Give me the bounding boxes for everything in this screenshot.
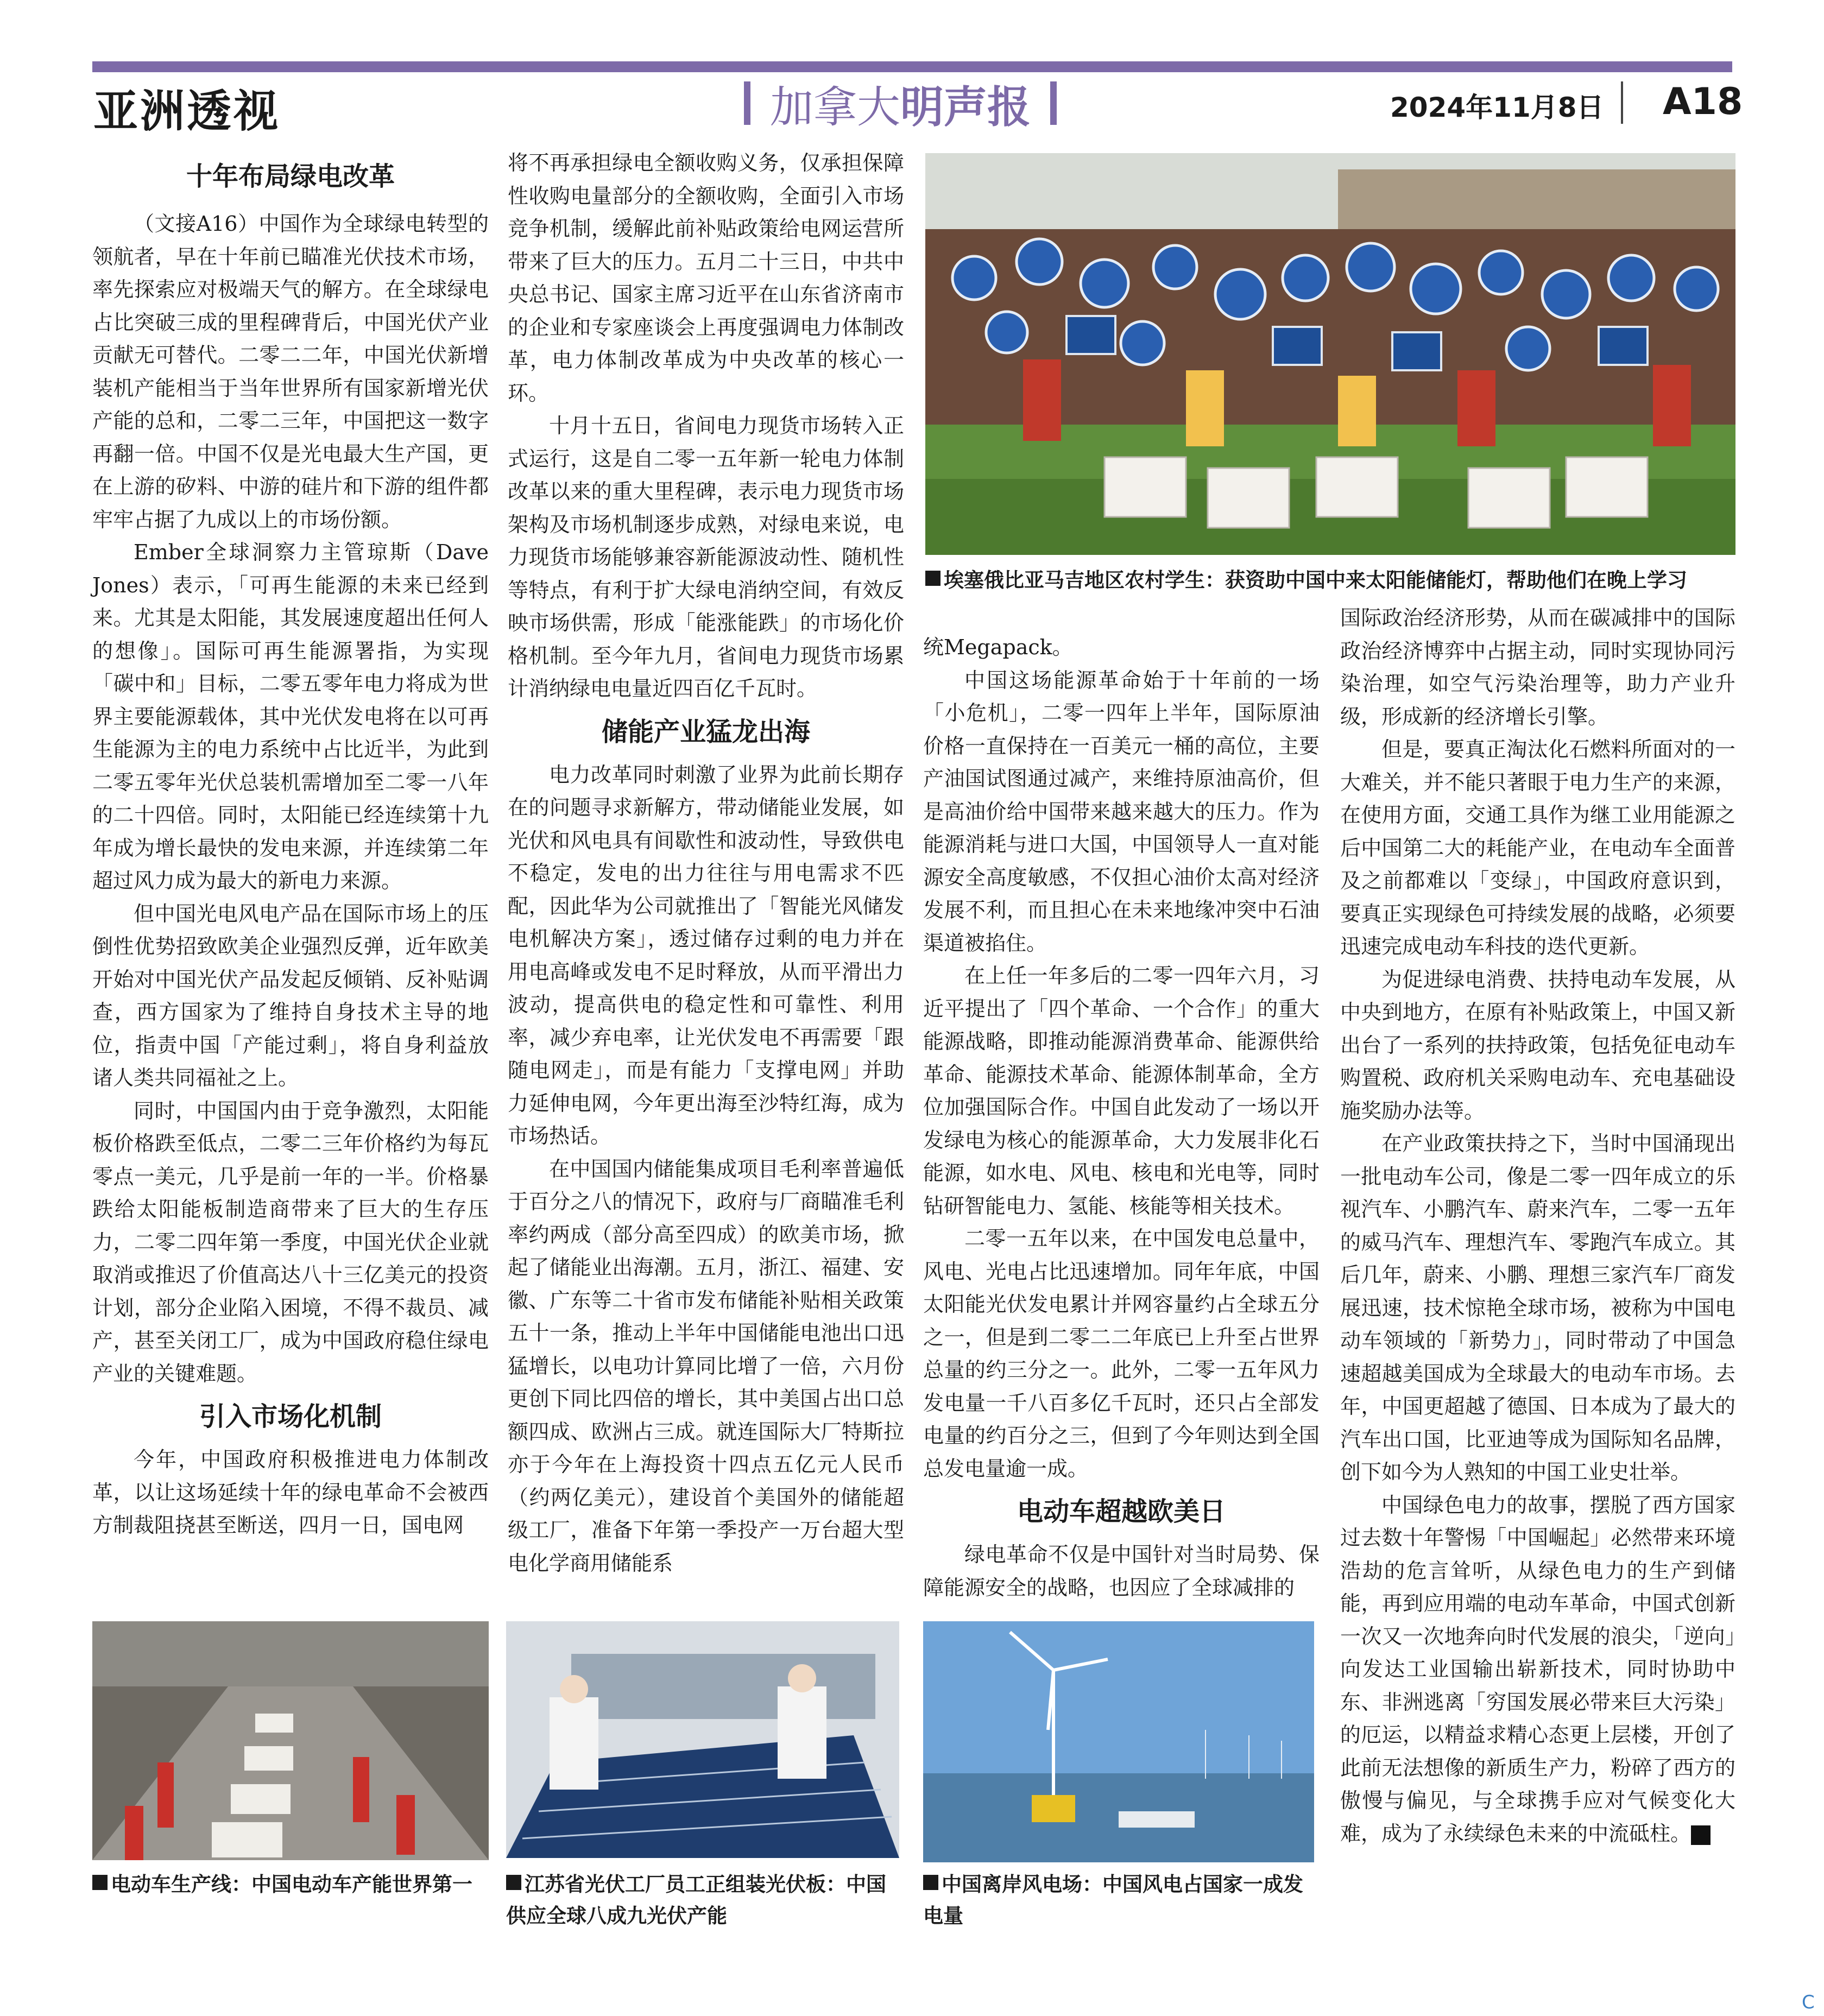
paragraph: 统Megapack。 (923, 635, 1073, 659)
caption-solar-panel-assembly: 江苏省光伏工厂员工正组装光伏板：中国供应全球八成九光伏产能 (506, 1873, 886, 1927)
subheading-market-mechanism: 引入市场化机制 (199, 1401, 382, 1432)
paragraph: 二零一五年以来，在中国发电总量中，风电、光电占比迅速增加。同年年底，中国太阳能光伏发电累计并网容量约占全球五分之一，但是到二零二二年底已上升至占世界总量的约三分之一。此外，二零一五年风力发电量一千八百多亿千瓦时，还只占全部发电量的约百分之三，但到了今年则达到全国总发电量逾一成。 (923, 1227, 1320, 1481)
caption-square-icon (92, 1875, 108, 1890)
paragraph: 电力改革同时刺激了业界为此前长期存在的问题寻求新解方，带动储能业发展，如光伏和风电具有间歇性和波动性，导致供电不稳定，发电的出力往往与用电需求不匹配，因此华为公司就推出了「智能光风储发电机解决方案」，透过储存过剩的电力并在用电高峰或发电不足时释放，从而平滑出力波动，提高供电的稳定性和可靠性、利用率，减少弃电率，让光伏发电不再需要「跟随电网走」，而是有能力「支撑电网」并助力延伸电网，今年更出海至沙特红海，成为市场热话。 (508, 762, 904, 1148)
paragraph: 在上任一年多后的二零一四年六月，习近平提出了「四个革命、一个合作」的重大能源战略，即推动能源消费革命、能源供给革命、能源技术革命、能源体制革命，全方位加强国际合作。中国自此发动了一场以开发绿电为核心的能源革命，大力发展非化石能源，如水电、风电、核电和光电等，同时钻研智能电力、氢能、核能等相关技术。 (923, 964, 1320, 1218)
caption-ethiopia-students: 埃塞俄比亚马吉地区农村学生：获资助中国中来太阳能储能灯，帮助他们在晚上学习 (925, 565, 1740, 596)
header-top-rule (92, 61, 1732, 72)
masthead-right-bar (1050, 81, 1057, 125)
section-title: 亚洲透视 (93, 85, 281, 137)
photo-ev-production-line (92, 1621, 489, 1860)
paragraph: 国际政治经济形势，从而在碳减排中的国际政治经济博弈中占据主动，同时实现协同污染治理，如空气污染治理等，助力产业升级，形成新的经济增长引擎。 (1340, 606, 1735, 729)
paragraph: 将不再承担绿电全额收购义务，仅承担保障性收购电量部分的全额收购，全面引入市场竞争机制，缓解此前补贴政策给电网运营所带来了巨大的压力。五月二十三日，中共中央总书记、国家主席习近平在山东省济南市的企业和专家座谈会上再度强调电力体制改革，电力体制改革成为中央改革的核心一环。 (508, 151, 904, 405)
paragraph: 中国绿色电力的故事，摆脱了西方国家过去数十年警惕「中国崛起」必然带来环境浩劫的危言耸听，从绿色电力的生产到储能，再到应用端的电动车革命，中国式创新一次又一次地奔向时代发展的浪尖，「逆向」向发达工业国输出崭新技术，同时协助中东、非洲逃离「穷国发展必带来巨大污染」的厄运，以精益求精心态更上层楼，开创了此前无法想像的新质生产力，粉碎了西方的傲慢与偏见，与全球携手应对气候变化大难，成为了永续绿色未来的中流砥柱。 (1340, 1493, 1735, 1846)
article-column-2 (508, 147, 904, 1579)
article-column-1 (92, 157, 489, 1542)
photo-ethiopia-students (925, 153, 1735, 555)
paragraph: 十月十五日，省间电力现货市场转入正式运行，这是自二零一五年新一轮电力体制改革以来的重大里程碑，表示电力现货市场架构及市场机制逐步成熟，对绿电来说，电力现货市场能够兼容新能源波动性、随机性等特点，有利于扩大绿电消纳空间，有效反映市场供需，形成「能涨能跌」的市场化价格机制。至今年九月，省间电力现货市场累计消纳绿电电量近四百亿千瓦时。 (508, 414, 904, 700)
masthead-brand: 加拿大明声报 (770, 81, 1031, 132)
end-of-article-mark (1691, 1825, 1711, 1845)
paragraph: 同时，中国国内由于竞争激烈，太阳能板价格跌至低点，二零二三年价格约为每瓦零点一美元，几乎是前一年的一半。价格暴跌给太阳能板制造商带来了巨大的生存压力，二零二四年第一季度，中国光伏企业就取消或推迟了价值高达八十三亿美元的投资计划，部分企业陷入困境，不得不裁员、减产，甚至关闭工厂，成为中国政府稳住绿电产业的关键难题。 (92, 1098, 489, 1386)
photo-offshore-wind-farm (923, 1621, 1314, 1862)
caption-square-icon (506, 1875, 521, 1890)
caption-offshore-wind-farm: 中国离岸风电场：中国风电占国家一成发电量 (923, 1873, 1303, 1927)
corner-mark: C (1802, 1992, 1815, 2013)
subheading-green-power-reform: 十年布局绿电改革 (186, 161, 395, 192)
article-column-3 (923, 631, 1320, 1604)
paragraph: 中国这场能源革命始于十年前的一场「小危机」，二零一四年上半年，国际原油价格一直保持在一百美元一桶的高位，主要产油国试图通过减产，来维持原油高价，但是高油价给中国带来越来越大的压力。作为能源消耗与进口大国，中国领导人一直对能源安全高度敏感，不仅担心油价太高对经济发展不利，而且担心在未来地缘冲突中石油渠道被掐住。 (923, 668, 1320, 955)
masthead-left-bar (744, 81, 750, 125)
header-divider (1621, 81, 1623, 124)
article-column-4 (1340, 602, 1735, 1850)
subheading-ev-surpass: 电动车超越欧美日 (1017, 1496, 1226, 1527)
paragraph: Ember全球洞察力主管琼斯（Dave Jones）表示，「可再生能源的未来已经到来。尤其是太阳能，其发展速度超出任何人的想像」。国际可再生能源署指，为实现「碳中和」目标，二零五零年电力将成为世界主要能源载体，其中光伏发电将在以可再生能源为主的电力系统中占比近半，为此到二零五零年光伏总装机需增加至二零一八年的二十四倍。同时，太阳能已经连续第十九年成为增长最快的发电来源，并连续第二年超过风力成为最大的新电力来源。 (92, 540, 489, 893)
paragraph: 在产业政策扶持之下，当时中国涌现出一批电动车公司，像是二零一四年成立的乐视汽车、小鹏汽车、蔚来汽车，二零一五年的威马汽车、理想汽车、零跑汽车成立。其后几年，蔚来、小鹏、理想三家汽车厂商发展迅速，技术惊艳全球市场，被称为中国电动车领域的「新势力」，同时带动了中国急速超越美国成为全球最大的电动车市场。去年，中国更超越了德国、日本成为了最大的汽车出口国，比亚迪等成为国际知名品牌，创下如今为人熟知的中国工业史壮举。 (1340, 1132, 1735, 1484)
subheading-energy-storage: 储能产业猛龙出海 (601, 716, 810, 747)
issue-date: 2024年11月8日 (1390, 92, 1604, 123)
photo-solar-panel-assembly (506, 1621, 899, 1858)
caption-ev-production-line: 电动车生产线：中国电动车产能世界第一 (92, 1869, 491, 1900)
paragraph: 为促进绿电消费、扶持电动车发展，从中央到地方，在原有补贴政策上，中国又新出台了一系列的扶持政策，包括免征电动车购置税、政府机关采购电动车、充电基础设施奖励办法等。 (1340, 967, 1735, 1123)
masthead (744, 77, 1057, 132)
paragraph: 在中国国内储能集成项目毛利率普遍低于百分之八的情况下，政府与厂商瞄准毛利率约两成（部分高至四成）的欧美市场，掀起了储能业出海潮。五月，浙江、福建、安徽、广东等二十省市发布储能补贴相关政策五十一条，推动上半年中国储能电池出口迅猛增长，以电功计算同比增了一倍，六月份更创下同比四倍的增长，其中美国占出口总额四成、欧洲占三成。就连国际大厂特斯拉亦于今年在上海投资十四点五亿元人民币（约两亿美元），建设首个美国外的储能超级工厂，准备下年第一季投产一万台超大型电化学商用储能系 (508, 1156, 904, 1575)
caption-square-icon (925, 571, 941, 586)
page-number: A18 (1663, 80, 1743, 123)
paragraph: 但中国光电风电产品在国际市场上的压倒性优势招致欧美企业强烈反弹，近年欧美开始对中国光伏产品发起反倾销、反补贴调查，西方国家为了维持自身技术主导的地位，指责中国「产能过剩」，将自身利益放诸人类共同福祉之上。 (92, 901, 489, 1090)
paragraph: 今年，中国政府积极推进电力体制改革，以让这场延续十年的绿电革命不会被西方制裁阻挠甚至断送，四月一日，国电网 (92, 1448, 489, 1537)
paragraph: 绿电革命不仅是中国针对当时局势、保障能源安全的战略，也因应了全球减排的 (923, 1543, 1320, 1600)
paragraph: 但是，要真正淘汰化石燃料所面对的一大难关，并不能只著眼于电力生产的来源，在使用方面，交通工具作为继工业用能源之后中国第二大的耗能产业，在电动车全面普及之前都难以「变绿」，中国政府意识到，要真正实现绿色可持续发展的战略，必须要迅速完成电动车科技的迭代更新。 (1340, 737, 1735, 958)
caption-square-icon (923, 1875, 938, 1890)
paragraph: （文接A16）中国作为全球绿电转型的领航者，早在十年前已瞄准光伏技术市场，率先探索应对极端天气的解方。在全球绿电占比突破三成的里程碑背后，中国光伏产业贡献无可替代。二零二二年，中国光伏新增装机产能相当于当年世界所有国家新增光伏产能的总和，二零二三年，中国把这一数字再翻一倍。中国不仅是光电最大生产国，更在上游的矽料、中游的硅片和下游的组件都牢牢占据了九成以上的市场份额。 (92, 212, 489, 532)
